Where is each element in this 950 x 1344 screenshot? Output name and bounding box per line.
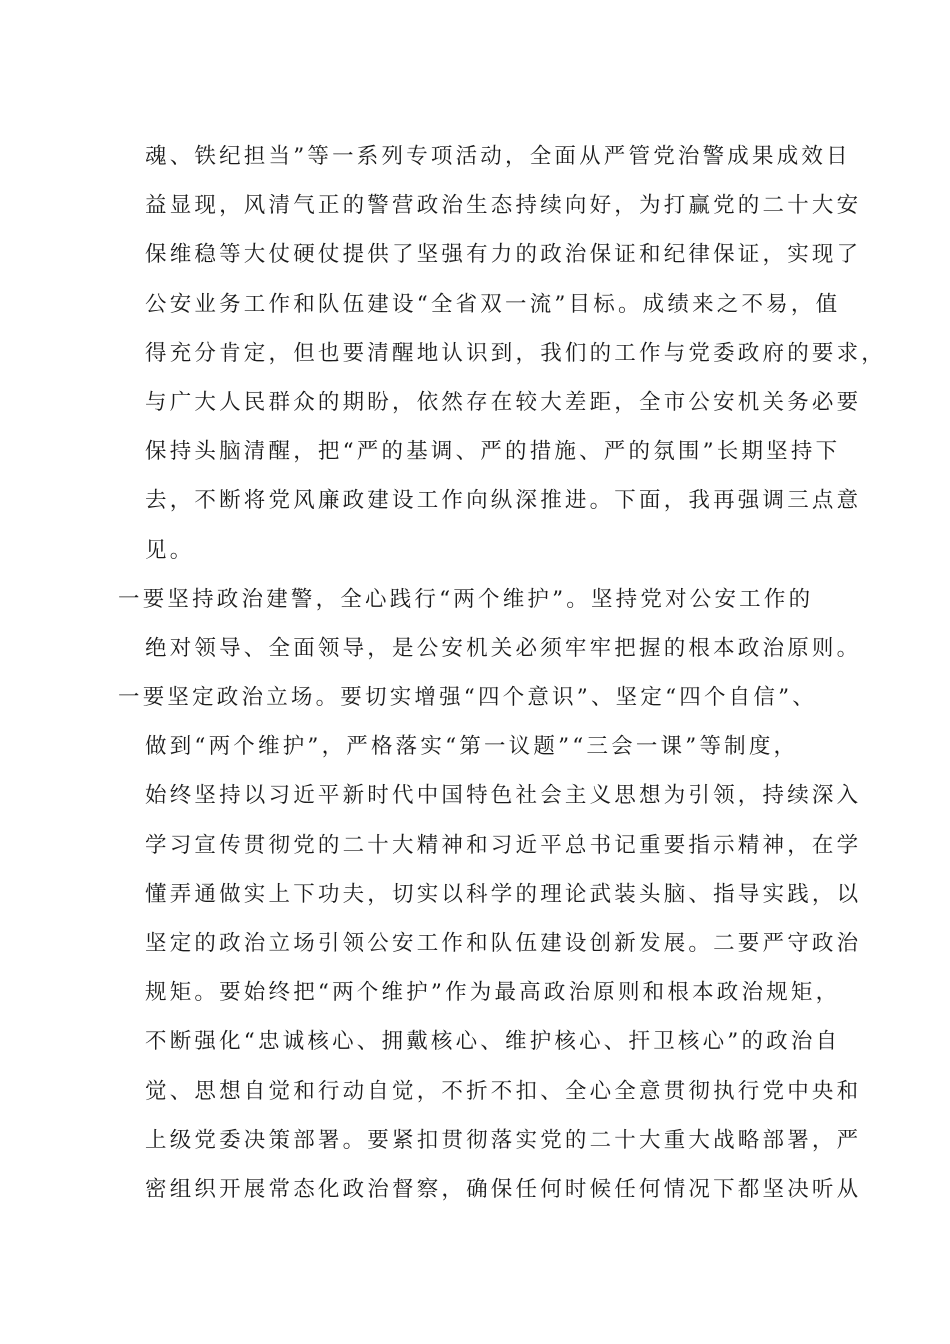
text-line: 一要坚定政治立场。要切实增强“四个意识”、坚定“四个自信”、 bbox=[118, 685, 817, 711]
body-text bbox=[118, 132, 887, 1214]
text-line: 密组织开展常态化政治督察，确保任何时候任何情况下都坚决听从 bbox=[145, 1176, 862, 1202]
text-line: 绝对领导、全面领导，是公安机关必须牢牢把握的根本政治原则。 bbox=[145, 635, 862, 661]
text-line: 去，不断将党风廉政建设工作向纵深推进。下面，我再强调三点意 bbox=[145, 488, 862, 514]
text-line: 保维稳等大仗硬仗提供了坚强有力的政治保证和纪律保证，实现了 bbox=[145, 242, 862, 268]
text-line: 见。 bbox=[145, 537, 195, 563]
text-line: 始终坚持以习近平新时代中国特色社会主义思想为引领，持续深入 bbox=[145, 783, 862, 809]
text-line: 得充分肯定，但也要清醒地认识到，我们的工作与党委政府的要求， bbox=[145, 340, 887, 366]
text-line: 益显现，风清气正的警营政治生态持续向好，为打赢党的二十大安 bbox=[145, 193, 862, 219]
text-line: 做到“两个维护”，严格落实“第一议题”“三会一课”等制度， bbox=[145, 734, 799, 760]
text-line: 学习宣传贯彻党的二十大精神和习近平总书记重要指示精神，在学 bbox=[145, 832, 862, 858]
text-line: 与广大人民群众的期盼，依然存在较大差距，全市公安机关务必要 bbox=[145, 389, 862, 415]
text-line: 上级党委决策部署。要紧扣贯彻落实党的二十大重大战略部署，严 bbox=[145, 1127, 862, 1153]
text-line: 一要坚持政治建警，全心践行“两个维护”。坚持党对公安工作的 bbox=[118, 586, 814, 612]
text-line: 规矩。要始终把“两个维护”作为最高政治原则和根本政治规矩， bbox=[145, 980, 841, 1006]
text-line: 保持头脑清醒，把“严的基调、严的措施、严的氛围”长期坚持下 bbox=[145, 439, 841, 465]
text-line: 公安业务工作和队伍建设“全省双一流”目标。成绩来之不易，值 bbox=[145, 291, 841, 317]
text-line: 不断强化“忠诚核心、拥戴核心、维护核心、扞卫核心”的政治自 bbox=[145, 1029, 841, 1055]
text-line: 坚定的政治立场引领公安工作和队伍建设创新发展。二要严守政治 bbox=[145, 931, 862, 956]
text-line: 魂、铁纪担当”等一系列专项活动，全面从严管党治警成果成效日 bbox=[145, 144, 851, 169]
text-line: 觉、思想自觉和行动自觉，不折不扣、全心全意贯彻执行党中央和 bbox=[145, 1078, 862, 1104]
text-line: 懂弄通做实上下功夫，切实以科学的理论武装头脑、指导实践，以 bbox=[145, 881, 862, 907]
